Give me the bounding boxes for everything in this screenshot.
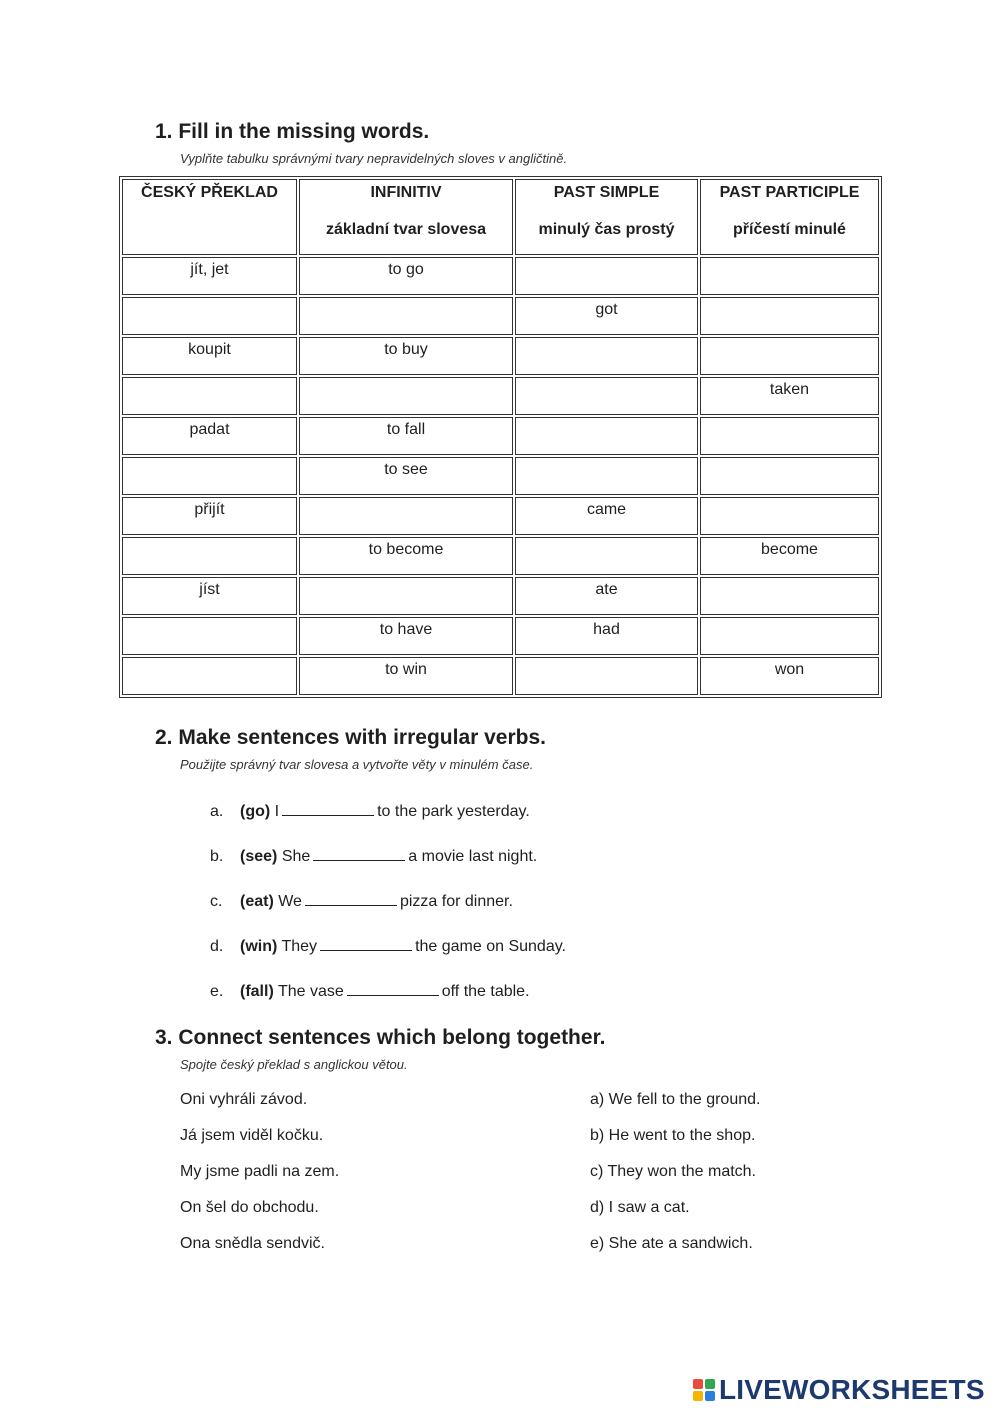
- table-cell: had: [515, 617, 698, 655]
- table-cell[interactable]: [515, 377, 698, 415]
- table-cell: got: [515, 297, 698, 335]
- table-cell[interactable]: [515, 257, 698, 295]
- table-row: [122, 417, 879, 455]
- item-letter: a.: [210, 803, 224, 820]
- logo-text: LIVEWORKSHEETS: [719, 1374, 985, 1405]
- table-row: [122, 577, 879, 615]
- section2-subtitle: Použijte správný tvar slovesa a vytvořte věty v minulém čase.: [180, 757, 534, 772]
- table-cell[interactable]: [700, 617, 879, 655]
- table-row: [122, 377, 879, 415]
- table-cell[interactable]: [299, 377, 513, 415]
- table-cell[interactable]: [700, 417, 879, 455]
- table-row: [122, 617, 879, 655]
- czech-sentence[interactable]: Já jsem viděl kočku.: [180, 1127, 324, 1144]
- item-verb: (go): [240, 803, 271, 820]
- czech-sentence[interactable]: Oni vyhráli závod.: [180, 1091, 308, 1108]
- exercise-item: [210, 846, 537, 866]
- item-verb: (fall): [240, 983, 274, 1000]
- table-cell: jít, jet: [122, 257, 297, 295]
- section3-title: 3. Connect sentences which belong together.: [155, 1026, 606, 1049]
- item-before: They: [281, 938, 318, 955]
- item-letter: d.: [210, 938, 224, 955]
- table-cell[interactable]: [299, 577, 513, 615]
- table-cell[interactable]: [515, 337, 698, 375]
- answer-blank[interactable]: [320, 936, 412, 951]
- table-cell: to see: [299, 457, 513, 495]
- item-after: off the table.: [441, 983, 530, 1000]
- verbs-table: [119, 176, 882, 698]
- english-sentence[interactable]: b) He went to the shop.: [590, 1127, 756, 1144]
- table-header-row: [122, 179, 879, 255]
- table-cell[interactable]: [700, 497, 879, 535]
- item-letter: c.: [210, 893, 223, 910]
- table-cell: ate: [515, 577, 698, 615]
- english-sentence[interactable]: c) They won the match.: [590, 1163, 756, 1180]
- table-cell[interactable]: [515, 417, 698, 455]
- liveworksheets-logo: [693, 1374, 985, 1406]
- table-cell[interactable]: [700, 337, 879, 375]
- table-cell[interactable]: [122, 657, 297, 695]
- english-sentence[interactable]: a) We fell to the ground.: [590, 1091, 761, 1108]
- answer-blank[interactable]: [347, 981, 439, 996]
- table-cell: koupit: [122, 337, 297, 375]
- table-cell[interactable]: [299, 297, 513, 335]
- item-letter: b.: [210, 848, 224, 865]
- item-after: to the park yesterday.: [377, 803, 530, 820]
- table-cell: jíst: [122, 577, 297, 615]
- item-after: pizza for dinner.: [399, 893, 513, 910]
- english-sentence[interactable]: d) I saw a cat.: [590, 1199, 690, 1216]
- answer-blank[interactable]: [313, 846, 405, 861]
- item-verb: (win): [240, 938, 278, 955]
- table-cell[interactable]: [515, 537, 698, 575]
- table-cell[interactable]: [700, 257, 879, 295]
- logo-mark-icon: [693, 1379, 715, 1401]
- item-verb: (eat): [240, 893, 274, 910]
- section2-title: 2. Make sentences with irregular verbs.: [155, 726, 547, 749]
- czech-sentence[interactable]: Ona snědla sendvič.: [180, 1235, 325, 1252]
- answer-blank[interactable]: [282, 801, 374, 816]
- table-cell[interactable]: [122, 537, 297, 575]
- table-cell[interactable]: [122, 457, 297, 495]
- table-cell[interactable]: [122, 617, 297, 655]
- table-cell[interactable]: [700, 457, 879, 495]
- table-cell[interactable]: [700, 577, 879, 615]
- answer-blank[interactable]: [305, 891, 397, 906]
- item-verb: (see): [240, 848, 278, 865]
- table-cell: to buy: [299, 337, 513, 375]
- header-cell: PAST PARTICIPLE příčestí minulé: [700, 179, 879, 255]
- exercise-item: [210, 981, 530, 1001]
- header-cell: ČESKÝ PŘEKLAD: [122, 179, 297, 255]
- table-cell[interactable]: [700, 297, 879, 335]
- table-row: [122, 257, 879, 295]
- table-cell: to become: [299, 537, 513, 575]
- item-before: The vase: [277, 983, 344, 1000]
- table-cell: came: [515, 497, 698, 535]
- table-cell[interactable]: [122, 377, 297, 415]
- table-row: [122, 537, 879, 575]
- item-after: the game on Sunday.: [415, 938, 566, 955]
- exercise-item: [210, 801, 530, 821]
- exercise-item: [210, 936, 566, 956]
- table-row: [122, 297, 879, 335]
- table-row: [122, 497, 879, 535]
- table-cell: to have: [299, 617, 513, 655]
- section3-subtitle: Spojte český překlad s anglickou větou.: [180, 1057, 408, 1072]
- table-cell: přijít: [122, 497, 297, 535]
- table-cell[interactable]: [515, 657, 698, 695]
- section1-subtitle: Vyplňte tabulku správnými tvary nepravidelných sloves v angličtině.: [180, 151, 568, 166]
- table-row: [122, 657, 879, 695]
- table-cell: taken: [700, 377, 879, 415]
- czech-sentence[interactable]: My jsme padli na zem.: [180, 1163, 340, 1180]
- item-before: I: [274, 803, 280, 820]
- table-cell: become: [700, 537, 879, 575]
- table-cell: padat: [122, 417, 297, 455]
- table-cell: to fall: [299, 417, 513, 455]
- table-row: [122, 457, 879, 495]
- table-row: [122, 337, 879, 375]
- item-letter: e.: [210, 983, 224, 1000]
- header-cell: PAST SIMPLE minulý čas prostý: [515, 179, 698, 255]
- czech-sentence[interactable]: On šel do obchodu.: [180, 1199, 319, 1216]
- header-cell: INFINITIV základní tvar slovesa: [299, 179, 513, 255]
- table-cell[interactable]: [122, 297, 297, 335]
- english-sentence[interactable]: e) She ate a sandwich.: [590, 1235, 753, 1252]
- table-cell: to go: [299, 257, 513, 295]
- table-cell: won: [700, 657, 879, 695]
- item-before: We: [278, 893, 302, 910]
- exercise-item: [210, 891, 513, 911]
- table-cell: to win: [299, 657, 513, 695]
- section1-title: 1. Fill in the missing words.: [155, 120, 430, 143]
- item-before: She: [281, 848, 311, 865]
- table-cell[interactable]: [299, 497, 513, 535]
- table-cell[interactable]: [515, 457, 698, 495]
- item-after: a movie last night.: [408, 848, 538, 865]
